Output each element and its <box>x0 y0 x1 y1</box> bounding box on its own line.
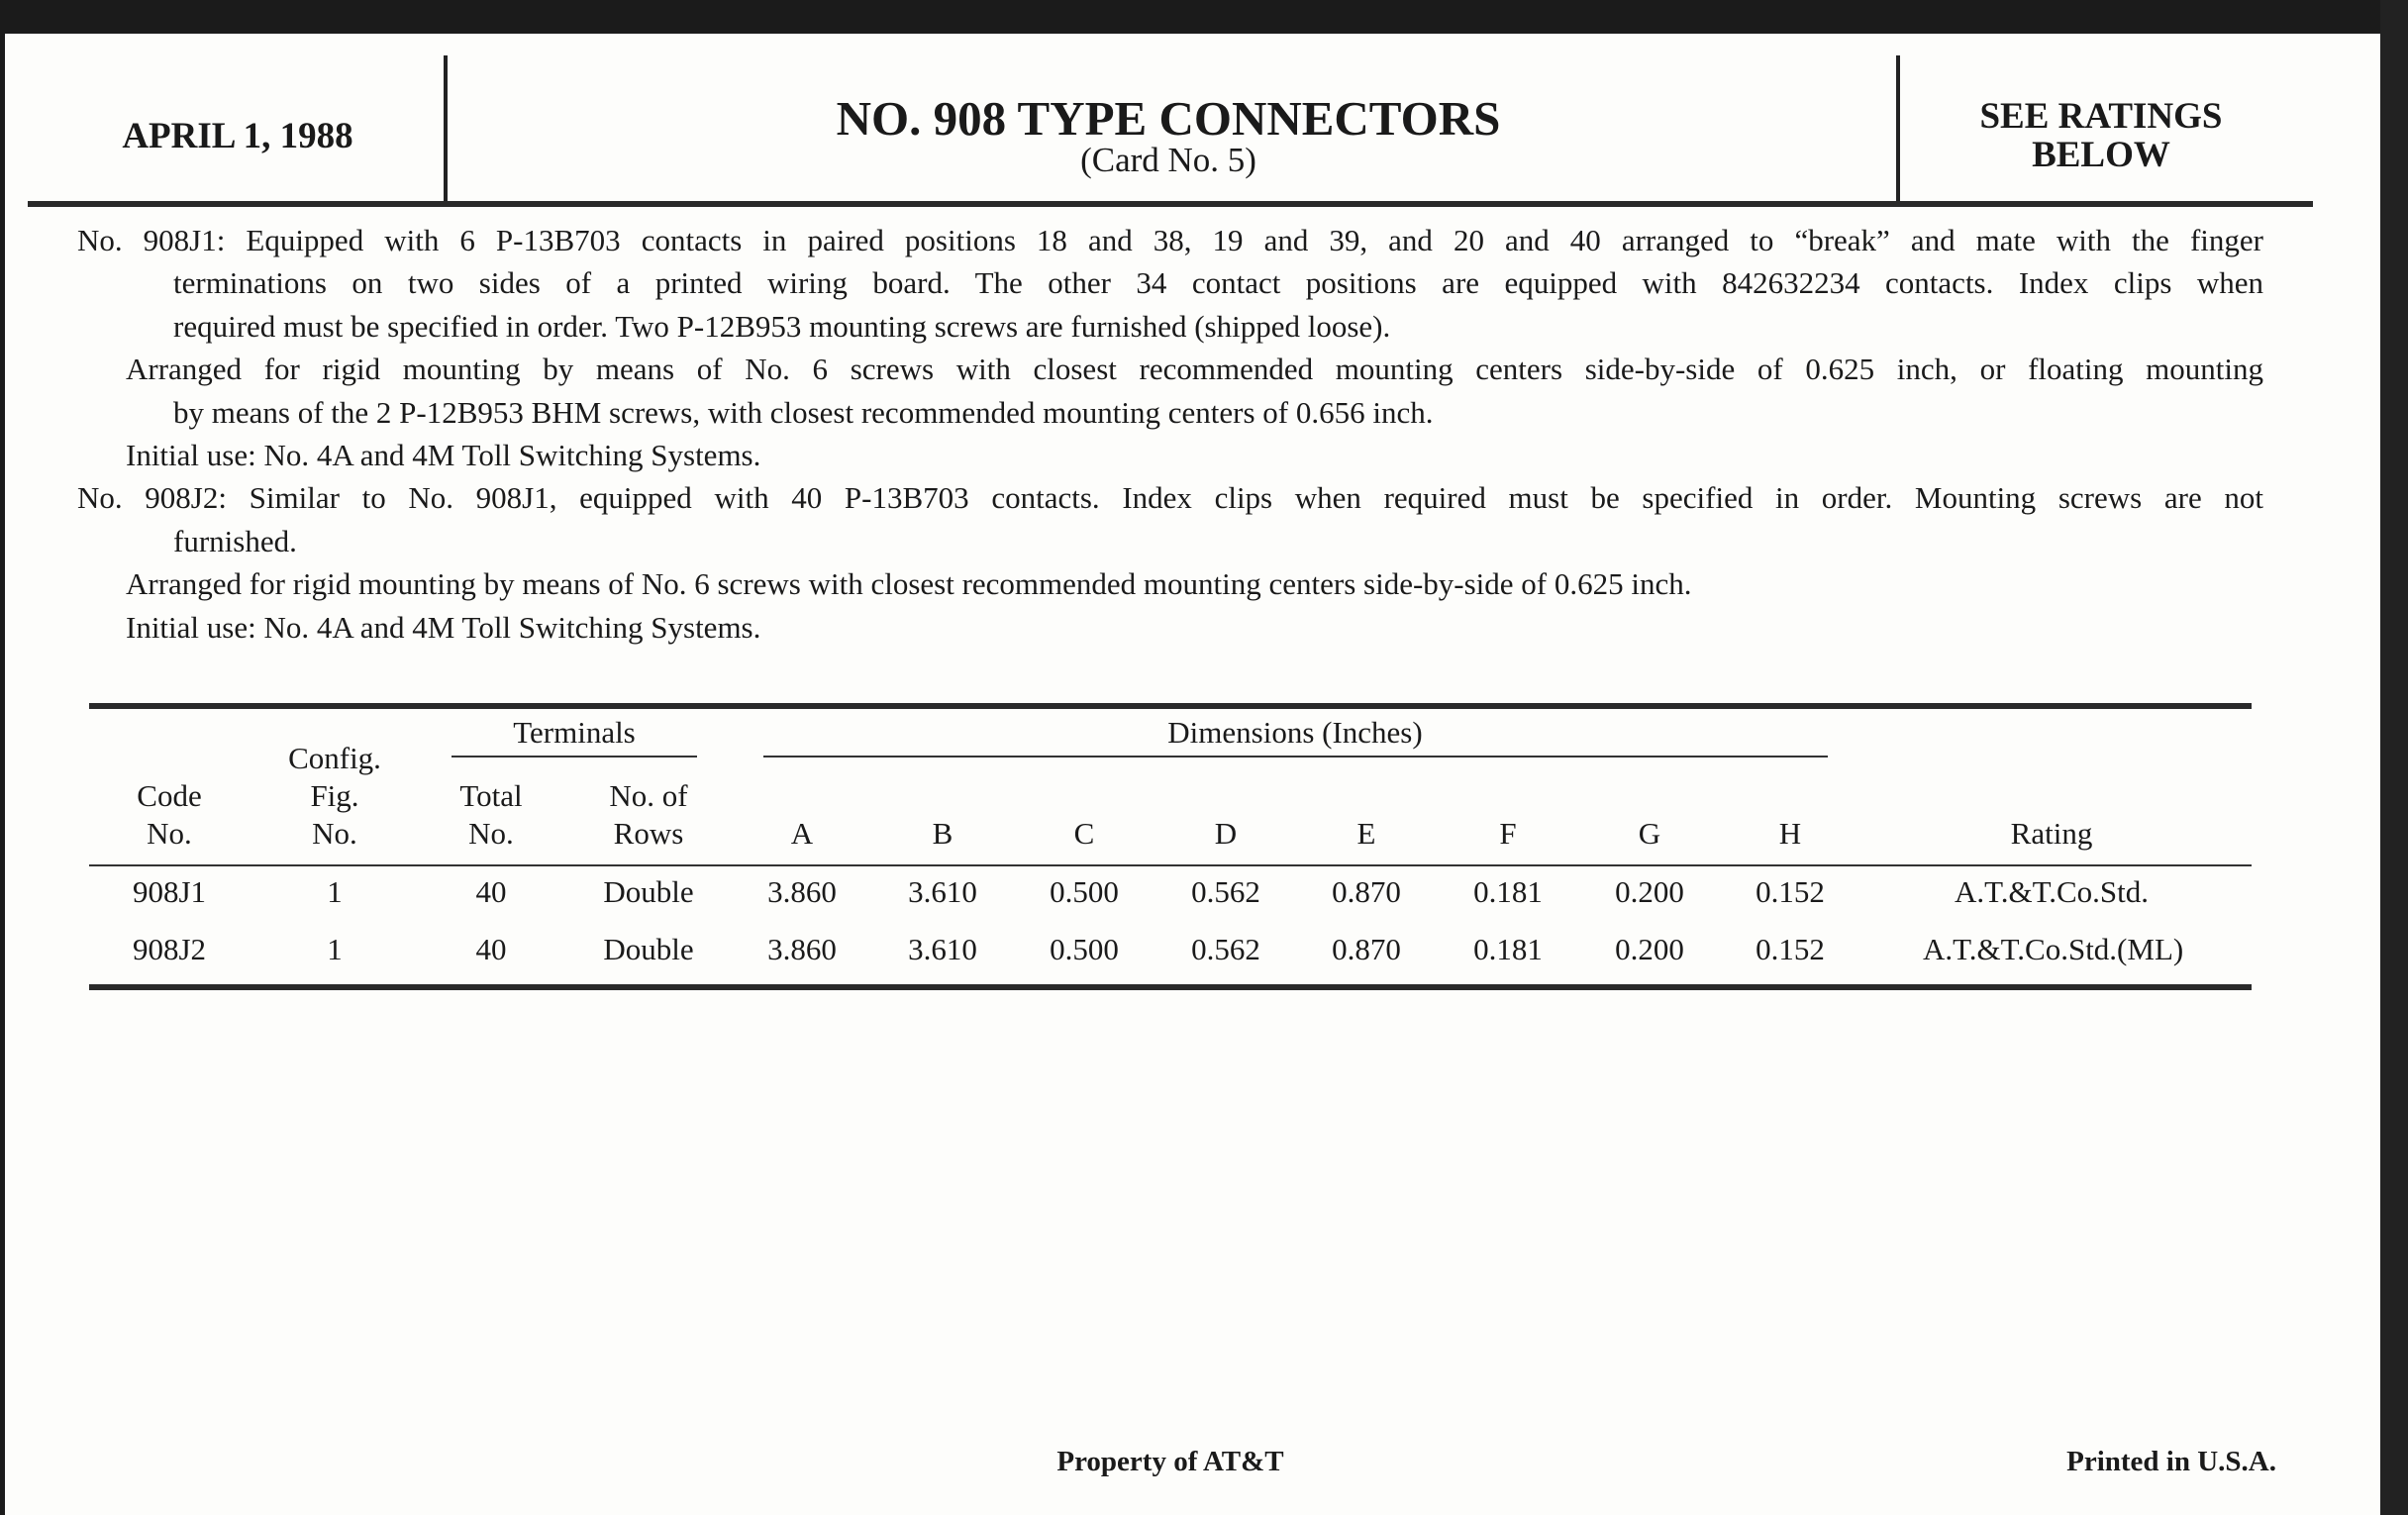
cell-total-no: 40 <box>475 874 507 909</box>
column-header-dim-d: D <box>1214 816 1238 851</box>
group-header-dimensions: Dimensions (Inches) <box>1167 715 1423 750</box>
cell-dim-c: 0.500 <box>1050 932 1119 966</box>
cell-dim-f: 0.181 <box>1473 874 1543 909</box>
table-header-rule <box>89 864 2252 866</box>
group-rule <box>452 756 697 758</box>
cell-rating: A.T.&T.Co.Std.(ML) <box>1923 932 2184 966</box>
cell-total-no: 40 <box>475 932 507 966</box>
column-header-dim-h: H <box>1778 816 1802 851</box>
cell-dim-f: 0.181 <box>1473 932 1543 966</box>
cell-config-fig-no: 1 <box>327 932 343 966</box>
column-header-dim-g: G <box>1638 816 1661 851</box>
cell-rating: A.T.&T.Co.Std. <box>1954 874 2150 909</box>
column-header-rating: Rating <box>2010 816 2093 851</box>
cell-code-no: 908J1 <box>132 874 207 909</box>
header-divider <box>1896 55 1900 204</box>
description-line: Arranged for rigid mounting by means of No. 6 screws with closest recommended mounting centers side-by-side of 0.625 inch. <box>126 566 1692 602</box>
column-header-code-no: No. <box>147 816 192 851</box>
description-line: by means of the 2 P-12B953 BHM screws, with closest recommended mounting centers of 0.656 inch. <box>173 394 1434 430</box>
table-bottom-rule <box>89 984 2252 990</box>
cell-dim-d: 0.562 <box>1191 932 1260 966</box>
cell-dim-e: 0.870 <box>1332 932 1401 966</box>
issue-date: APRIL 1, 1988 <box>122 116 353 156</box>
description-line: No. 908J1: Equipped with 6 P-13B703 contacts in paired positions 18 and 38, 19 and 39, and 20 and 40 arranged to “break” and mate with the finger <box>77 223 2263 257</box>
column-header-config-fig-no: No. <box>312 816 357 851</box>
header-divider <box>444 55 448 204</box>
cell-dim-d: 0.562 <box>1191 874 1260 909</box>
column-header-config-fig-no: Fig. <box>310 778 359 813</box>
cell-dim-h: 0.152 <box>1756 874 1825 909</box>
cell-dim-b: 3.610 <box>908 932 977 966</box>
description-line: Initial use: No. 4A and 4M Toll Switching Systems. <box>126 438 761 472</box>
ratings-note <box>1911 97 2291 174</box>
page-subtitle: (Card No. 5) <box>1080 141 1256 179</box>
column-header-no-of-rows: No. of <box>609 778 688 813</box>
column-header-code-no: Code <box>137 778 202 813</box>
cell-dim-g: 0.200 <box>1615 874 1684 909</box>
description-line: Arranged for rigid mounting by means of No. 6 screws with closest recommended mounting centers side-by-side of 0.625 inch, or floating mounting <box>126 352 2263 387</box>
description-line: Initial use: No. 4A and 4M Toll Switching Systems. <box>126 609 761 645</box>
cell-config-fig-no: 1 <box>327 874 343 909</box>
column-header-dim-e: E <box>1356 816 1376 851</box>
column-header-total-no: No. <box>468 816 514 851</box>
cell-dim-h: 0.152 <box>1756 932 1825 966</box>
column-header-total-no: Total <box>459 778 523 813</box>
cell-dim-a: 3.860 <box>767 874 837 909</box>
column-header-dim-f: F <box>1499 816 1517 851</box>
cell-dim-c: 0.500 <box>1050 874 1119 909</box>
ratings-note-line: SEE RATINGS <box>1979 96 2223 137</box>
column-header-config-fig-no: Config. <box>288 741 381 775</box>
cell-code-no: 908J2 <box>132 932 207 966</box>
table-top-rule <box>89 703 2252 709</box>
group-rule <box>763 756 1828 758</box>
page-title: NO. 908 TYPE CONNECTORS <box>836 91 1501 146</box>
description-line: required must be specified in order. Two P-12B953 mounting screws are furnished (shipped loose). <box>173 308 1391 344</box>
column-header-dim-a: A <box>790 816 814 851</box>
column-header-no-of-rows: Rows <box>613 816 684 851</box>
footer-property: Property of AT&T <box>1056 1446 1284 1477</box>
column-header-dim-b: B <box>932 816 953 851</box>
cell-dim-g: 0.200 <box>1615 932 1684 966</box>
column-header-dim-c: C <box>1073 816 1095 851</box>
cell-dim-a: 3.860 <box>767 932 837 966</box>
cell-no-of-rows: Double <box>603 874 694 909</box>
header-rule <box>28 201 2313 207</box>
description-line: terminations on two sides of a printed wiring board. The other 34 contact positions are equipped with 842632234 contacts. Index clips when <box>173 265 2263 301</box>
group-header-terminals: Terminals <box>513 715 636 750</box>
cell-dim-b: 3.610 <box>908 874 977 909</box>
ratings-note-line: BELOW <box>2032 135 2170 175</box>
footer-printed: Printed in U.S.A. <box>2066 1446 2276 1477</box>
scan-edge <box>2380 0 2408 1515</box>
cell-no-of-rows: Double <box>603 932 694 966</box>
cell-dim-e: 0.870 <box>1332 874 1401 909</box>
description-line: furnished. <box>173 523 297 558</box>
description-line: No. 908J2: Similar to No. 908J1, equipped with 40 P-13B703 contacts. Index clips when required must be specified in order. Mounting screws are not <box>77 480 2263 516</box>
